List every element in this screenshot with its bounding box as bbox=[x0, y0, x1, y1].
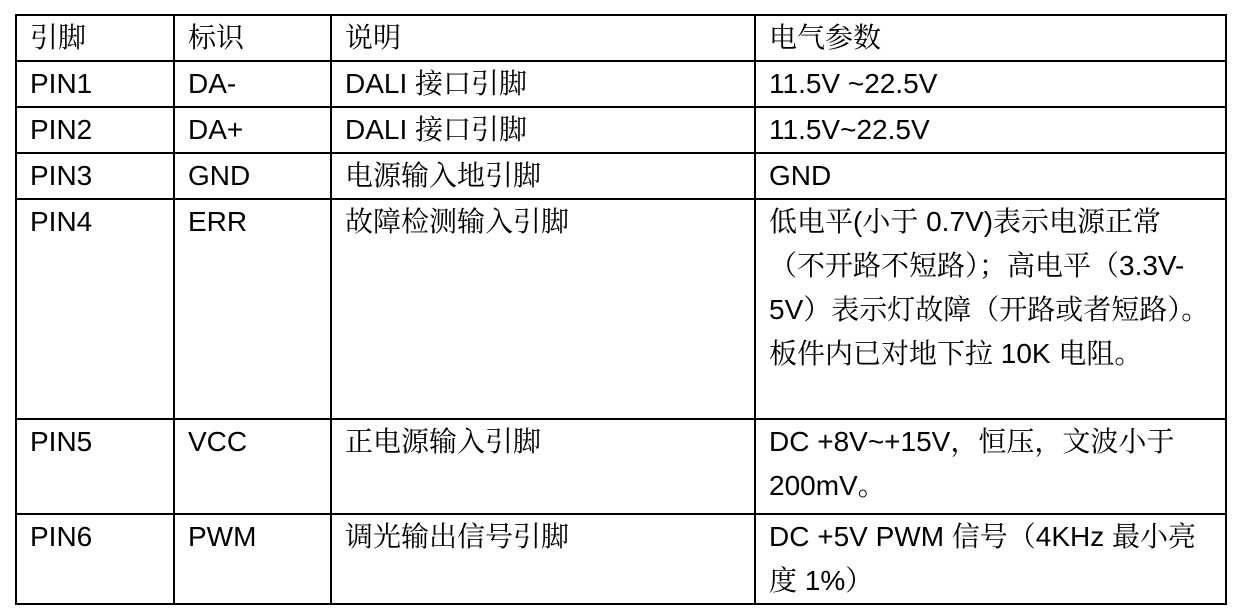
pin-cell: PIN6 bbox=[16, 514, 174, 604]
column-header-pin: 引脚 bbox=[16, 15, 174, 61]
column-header-params: 电气参数 bbox=[755, 15, 1226, 61]
params-cell: 11.5V ~22.5V bbox=[755, 61, 1226, 107]
label-cell: VCC bbox=[174, 419, 331, 514]
table-row-pin2 bbox=[16, 107, 1226, 153]
params-cell: 11.5V~22.5V bbox=[755, 107, 1226, 153]
column-header-description: 说明 bbox=[331, 15, 755, 61]
params-cell: 低电平(小于 0.7V)表示电源正常（不开路不短路）；高电平（3.3V-5V）表示灯故障（开路或者短路）。板件内已对地下拉 10K 电阻。 bbox=[755, 199, 1226, 419]
label-cell: PWM bbox=[174, 514, 331, 604]
label-cell: DA+ bbox=[174, 107, 331, 153]
table-row-pin3 bbox=[16, 153, 1226, 199]
column-header-label: 标识 bbox=[174, 15, 331, 61]
description-cell: 故障检测输入引脚 bbox=[331, 199, 755, 419]
params-cell: GND bbox=[755, 153, 1226, 199]
description-cell: 调光输出信号引脚 bbox=[331, 514, 755, 604]
pin-cell: PIN2 bbox=[16, 107, 174, 153]
pin-description-table bbox=[15, 14, 1227, 605]
table-row-pin6 bbox=[16, 514, 1226, 604]
label-cell: GND bbox=[174, 153, 331, 199]
header-row bbox=[16, 15, 1226, 61]
pin-cell: PIN5 bbox=[16, 419, 174, 514]
pin-cell: PIN3 bbox=[16, 153, 174, 199]
params-cell: DC +5V PWM 信号（4KHz 最小亮度 1%） bbox=[755, 514, 1226, 604]
description-cell: 正电源输入引脚 bbox=[331, 419, 755, 514]
table-row-pin4 bbox=[16, 199, 1226, 419]
pin-cell: PIN1 bbox=[16, 61, 174, 107]
label-cell: DA- bbox=[174, 61, 331, 107]
description-cell: 电源输入地引脚 bbox=[331, 153, 755, 199]
label-cell: ERR bbox=[174, 199, 331, 419]
table-row-pin1 bbox=[16, 61, 1226, 107]
description-cell: DALI 接口引脚 bbox=[331, 61, 755, 107]
pin-cell: PIN4 bbox=[16, 199, 174, 419]
table-row-pin5 bbox=[16, 419, 1226, 514]
params-cell: DC +8V~+15V，恒压，文波小于 200mV。 bbox=[755, 419, 1226, 514]
description-cell: DALI 接口引脚 bbox=[331, 107, 755, 153]
